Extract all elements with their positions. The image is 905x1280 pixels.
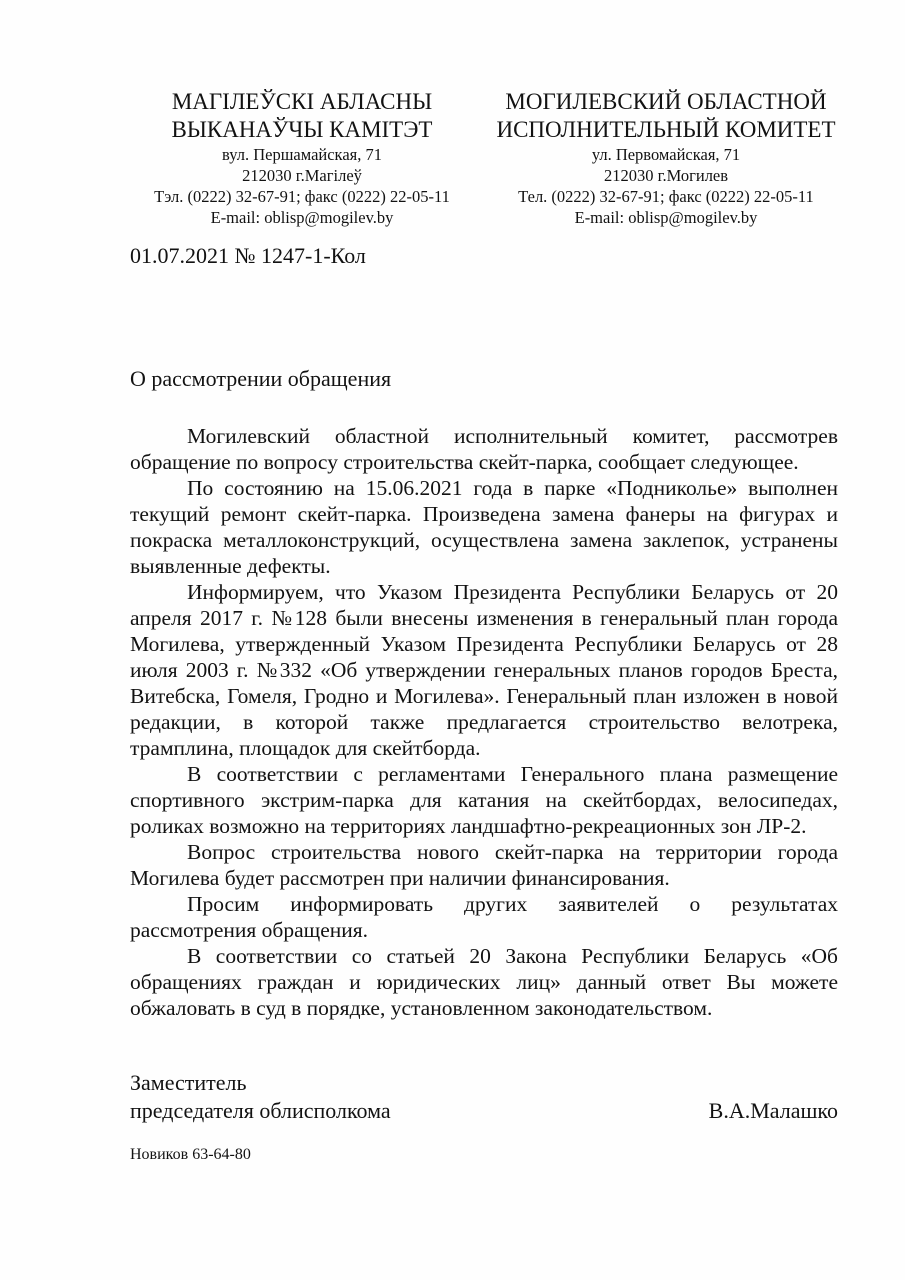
body-paragraph: Просим информировать других заявителей о результатах рассмотрения обращения. <box>130 892 838 942</box>
signer-position-line1: Заместитель <box>130 1070 247 1095</box>
body-paragraph: В соответствии с регламентами Генерального плана размещение спортивного экстрим-парка для катания на скейтбордах, велосипедах, роликах возможно на территориях ландшафтно-рекреационных зон ЛР-2. <box>130 762 838 838</box>
body-paragraph: Вопрос строительства нового скейт-парка на территории города Могилева будет рассмотрен при наличии финансирования. <box>130 840 838 890</box>
body-paragraph: По состоянию на 15.06.2021 года в парке «Подниколье» выполнен текущий ремонт скейт-парка. Произведена замена фанеры на фигурах и покраска металлоконструкций, осуществлена замена заклепок, устранены выявленные дефекты. <box>130 476 838 578</box>
org-name-line: ИСПОЛНИТЕЛЬНЫЙ КОМИТЕТ <box>496 117 836 142</box>
city-address: 212030 г.Магілеў <box>242 166 362 185</box>
signature-row <box>130 1097 838 1125</box>
reference-date-number: 01.07.2021 № 1247-1-Кол <box>130 243 366 268</box>
letterhead-russian <box>484 88 838 228</box>
org-name-line: МОГИЛЕВСКИЙ ОБЛАСТНОЙ <box>505 89 827 114</box>
org-name-line: МАГІЛЕЎСКІ АБЛАСНЫ <box>171 89 433 114</box>
subject-line: О рассмотрении обращения <box>130 366 392 391</box>
signer-name: В.А.Малашко <box>708 1098 838 1123</box>
executor-contact: Новиков 63-64-80 <box>130 1146 251 1163</box>
letter-body <box>130 423 838 1021</box>
street-address: вул. Першамайская, 71 <box>222 145 382 164</box>
body-paragraph: В соответствии со статьей 20 Закона Республики Беларусь «Об обращениях граждан и юридических лиц» данный ответ Вы можете обжаловать в суд в порядке, установленном законодательством. <box>130 944 838 1020</box>
street-address: ул. Первомайская, 71 <box>591 145 741 164</box>
phone-fax-line: Тел. (0222) 32-67-91; факс (0222) 22-05-11 <box>518 187 814 206</box>
signature-block <box>130 1069 838 1125</box>
body-paragraph: Могилевский областной исполнительный комитет, рассмотрев обращение по вопросу строительства скейт-парка, сообщает следующее. <box>130 424 838 474</box>
email-line: E-mail: oblisp@mogilev.by <box>574 208 758 227</box>
letterhead-belarusian <box>130 88 484 228</box>
signer-position-line2: председателя облисполкома <box>130 1098 391 1123</box>
email-line: E-mail: oblisp@mogilev.by <box>210 208 394 227</box>
body-paragraph: Информируем, что Указом Президента Республики Беларусь от 20 апреля 2017 г. №128 были внесены изменения в генеральный план города Могилева, утвержденный Указом Президента Республики Беларусь от 28 июля 2003 г. №332 «Об утверждении генеральных планов городов Бреста, Витебска, Гомеля, Гродно и Могилева». Генеральный план изложен в новой редакции, в которой также предлагается строительство велотрека, трамплина, площадок для скейтборда. <box>130 580 838 760</box>
phone-fax-line: Тэл. (0222) 32-67-91; факс (0222) 22-05-11 <box>154 187 450 206</box>
org-name-line: ВЫКАНАЎЧЫ КАМІТЭТ <box>171 117 433 142</box>
city-address: 212030 г.Могилев <box>603 166 729 185</box>
letterhead <box>130 88 838 228</box>
